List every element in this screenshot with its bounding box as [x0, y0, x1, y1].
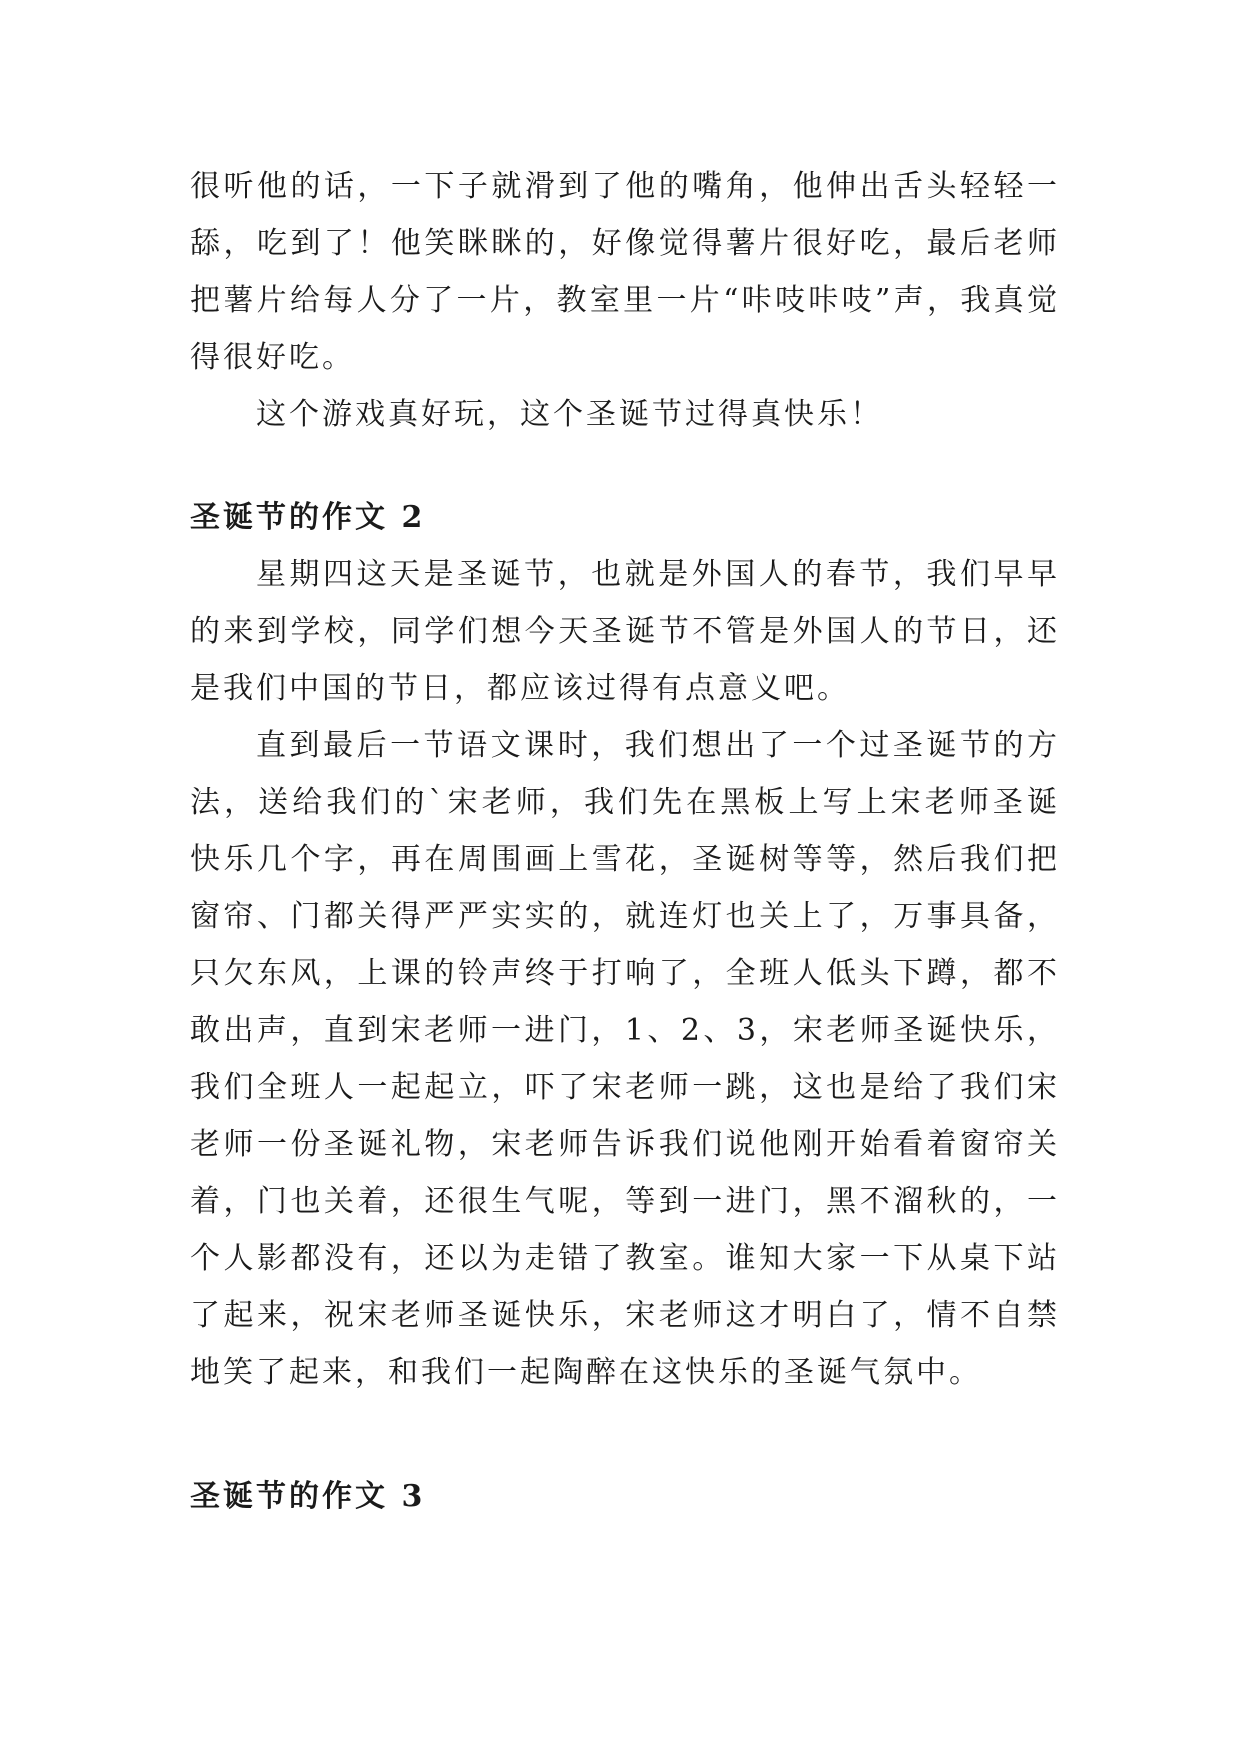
- essay-2-title: 圣诞节的作文 2: [190, 500, 426, 535]
- essay-3-title: 圣诞节的作文 3: [190, 1479, 426, 1514]
- intro-paragraph: 很听他的话，一下子就滑到了他的嘴角，他伸出舌头轻轻一舔，吃到了！他笑眯眯的，好像觉得薯片很好吃，最后老师把薯片给每人分了一片，教室里一片“咔吱咔吱”声，我真觉得很好吃。: [190, 169, 1060, 375]
- document-body: [190, 158, 1060, 1525]
- essay-2-paragraph-1: 星期四这天是圣诞节，也就是外国人的春节，我们早早的来到学校，同学们想今天圣诞节不管是外国人的节日，还是我们中国的节日，都应该过得有点意义吧。: [190, 557, 1060, 706]
- closing-paragraph: 这个游戏真好玩，这个圣诞节过得真快乐！: [256, 397, 883, 432]
- essay-2-paragraph-2: 直到最后一节语文课时，我们想出了一个过圣诞节的方法，送给我们的`宋老师，我们先在黑板上写上宋老师圣诞快乐几个字，再在周围画上雪花，圣诞树等等，然后我们把窗帘、门都关得严严实实的，就连灯也关上了，万事具备，只欠东风，上课的铃声终于打响了，全班人低头下蹲，都不敢出声，直到宋老师一进门，1、2、3，宋老师圣诞快乐，我们全班人一起起立，吓了宋老师一跳，这也是给了我们宋老师一份圣诞礼物，宋老师告诉我们说他刚开始看着窗帘关着，门也关着，还很生气呢，等到一进门，黑不溜秋的，一个人影都没有，还以为走错了教室。谁知大家一下从桌下站了起来，祝宋老师圣诞快乐，宋老师这才明白了，情不自禁地笑了起来，和我们一起陶醉在这快乐的圣诞气氛中。: [190, 728, 1060, 1390]
